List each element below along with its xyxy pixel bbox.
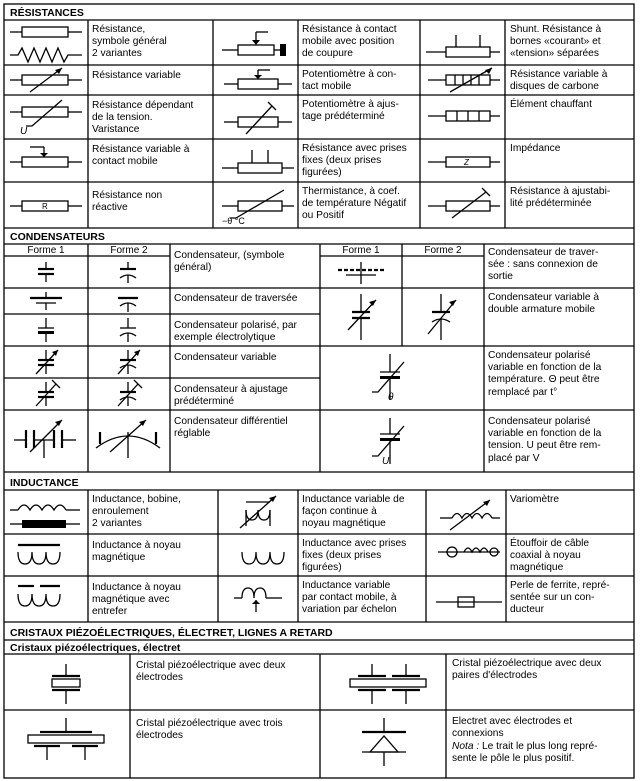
inductance-label: Variomètre xyxy=(510,494,560,505)
section-subtitle-cristaux: Cristaux piézoélectriques, électret xyxy=(10,642,181,654)
resistance-label: Résistance avec prises fixes (deux prises figurées) xyxy=(302,143,407,179)
inductance-label: Inductance, bobine, enroulement 2 variantes xyxy=(92,494,181,530)
resistance-label: Résistance variable à contact mobile xyxy=(92,144,190,168)
inductance-label: Inductance à noyau magnétique xyxy=(92,540,181,564)
resistance-label: Shunt. Résistance à bornes «courant» et «tension» séparées xyxy=(510,24,602,60)
forme1-header: Forme 1 xyxy=(27,245,65,256)
resistance-label: Résistance dépendant de la tension. Varistance xyxy=(92,100,194,136)
resistance-label: Résistance, symbole général 2 variantes xyxy=(92,24,167,60)
condensateur-label: Condensateur variable à double armature mobile xyxy=(488,292,600,316)
resistance-label: Élément chauffant xyxy=(510,99,592,110)
cristal-label: Electret avec électrodes et connexions xyxy=(452,716,573,740)
resistance-label: Potentiomètre à ajus- tage prédéterminé xyxy=(302,99,399,123)
cristal-label: Cristal piézoélectrique avec deux électrodes xyxy=(136,660,286,684)
resistance-label: Potentiomètre à con- tact mobile xyxy=(302,69,397,93)
section-title-inductance: INDUCTANCE xyxy=(10,477,79,489)
nota-label: Nota : xyxy=(452,741,480,752)
symbol-label-z: Z xyxy=(464,158,469,167)
condensateur-label: Condensateur différentiel réglable xyxy=(174,416,288,440)
inductance-label: Inductance avec prises fixes (deux prises figurées) xyxy=(302,538,407,574)
section-title-condensateurs: CONDENSATEURS xyxy=(10,231,105,243)
condensateur-label: Condensateur de traver- sée : sans connexion de sortie xyxy=(488,247,599,283)
condensateur-label: Condensateur de traversée xyxy=(174,293,298,304)
condensateur-label: Condensateur, (symbole général) xyxy=(174,250,285,274)
symbol-label-theta: θ xyxy=(388,392,394,403)
resistance-label: Résistance variable à disques de carbone xyxy=(510,69,608,93)
inductance-label: Inductance variable de façon continue à noyau magnétique xyxy=(302,494,405,530)
resistance-label: Résistance à ajustabi- lité prédéterminée xyxy=(510,186,611,210)
symbol-label-u: U xyxy=(20,126,28,137)
condensateur-label: Condensateur polarisé variable en fonction de la température. Θ peut être remplacé par t° xyxy=(488,350,602,398)
symbol-label-r: R xyxy=(42,202,48,211)
resistance-label: Impédance xyxy=(510,143,561,154)
forme1-header: Forme 1 xyxy=(342,245,380,256)
condensateur-label: Condensateur à ajustage prédéterminé xyxy=(174,384,288,408)
condensateur-label: Condensateur polarisé variable en fonction de la tension. U peut être rem- placé par V xyxy=(488,416,602,464)
cristal-label: Cristal piézoélectrique avec trois électrodes xyxy=(136,718,283,742)
resistance-label: Résistance à contact mobile avec position de coupure xyxy=(302,24,397,60)
section-title-resistances: RÉSISTANCES xyxy=(10,7,84,19)
condensateur-label: Condensateur variable xyxy=(174,352,277,363)
forme2-header: Forme 2 xyxy=(424,245,462,256)
resistance-label: Résistance non réactive xyxy=(92,190,163,214)
cristal-label: Cristal piézoélectrique avec deux paires d'électrodes xyxy=(452,658,602,682)
inductance-label: Inductance à noyau magnétique avec entrefer xyxy=(92,582,181,618)
section-title-cristaux: CRISTAUX PIÉZOÉLECTRIQUES, ÉLECTRET, LIGNES A RETARD xyxy=(10,627,333,639)
forme2-header: Forme 2 xyxy=(110,245,148,256)
inductance-label: Perle de ferrite, repré- sentée sur un con- ducteur xyxy=(510,580,610,616)
nota-block xyxy=(452,741,598,765)
condensateur-label: Condensateur polarisé, par exemple électrolytique xyxy=(174,320,297,344)
symbol-label-u: U xyxy=(382,456,390,467)
resistance-label: Thermistance, à coef. de température Négatif ou Positif xyxy=(302,186,407,222)
nota-text: Le trait le plus long repré- sente le pôle le plus positif. xyxy=(452,741,598,765)
inductance-label: Étouffoir de câble coaxial à noyau magnétique xyxy=(510,538,590,574)
symbol-label-theta: −θ °C xyxy=(222,216,245,226)
resistance-label: Résistance variable xyxy=(92,70,181,81)
inductance-label: Inductance variable par contact mobile, à variation par échelon xyxy=(302,580,397,616)
